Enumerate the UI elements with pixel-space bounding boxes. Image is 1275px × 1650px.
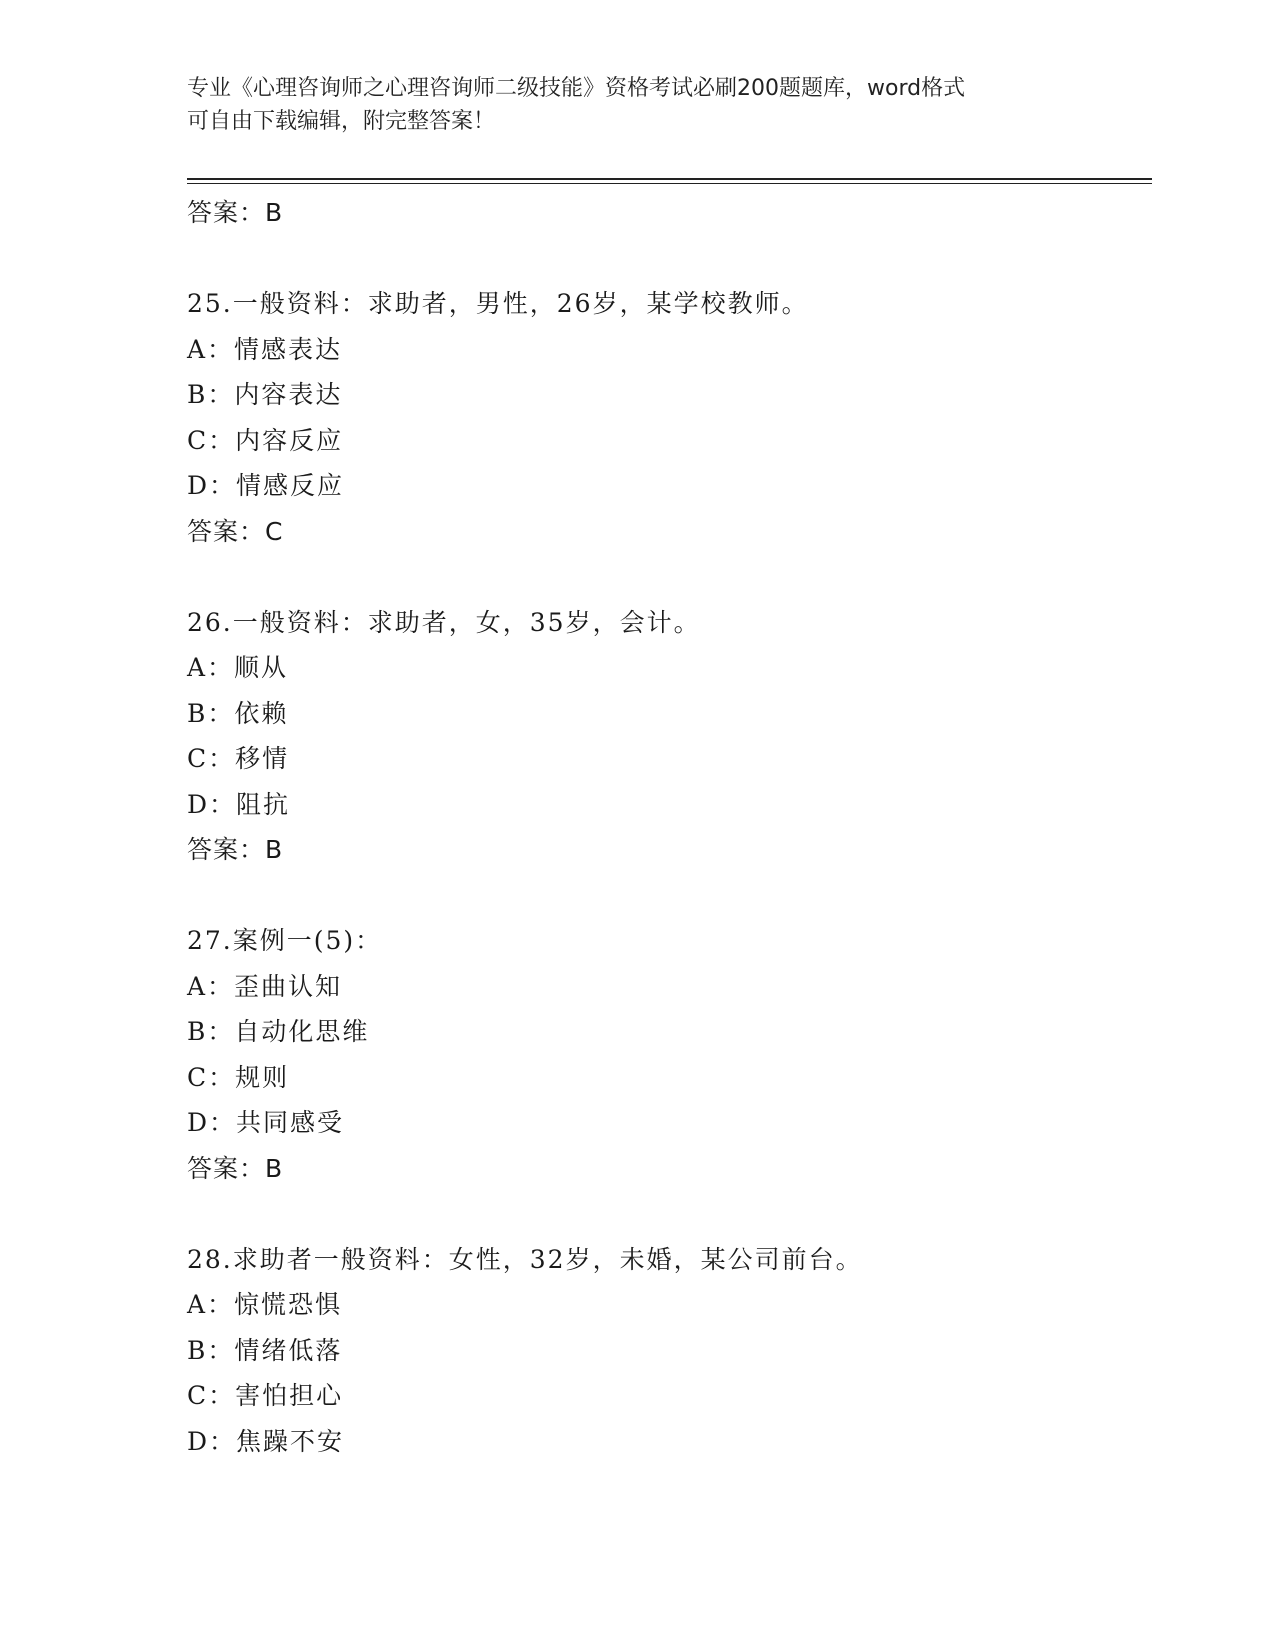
option-d: D：阻抗 [187,789,291,819]
option-d: D：焦躁不安 [187,1426,345,1456]
header-line-1: 专业《心理咨询师之心理咨询师二级技能》资格考试必刷200题题库，word格式 [187,76,966,101]
header-divider-thick [187,178,1152,180]
question-stem: 25.一般资料：求助者，男性，26岁，某学校教师。 [187,289,809,318]
question-25 [187,281,1147,554]
option-a: A：情感表达 [187,334,343,364]
option-c: C：移情 [187,744,290,773]
option-c: C：内容反应 [187,425,344,455]
answer-line: 答案：B [187,835,284,864]
question-list [187,190,1147,1464]
answer-line: 答案：B [187,198,284,227]
option-a: A：顺从 [187,653,289,682]
question-27 [187,918,1147,1191]
question-26 [187,600,1147,873]
option-c: C：规则 [187,1062,290,1092]
answer-line: 答案：C [187,516,284,546]
option-d: D：情感反应 [187,471,345,500]
document-header [187,72,1067,138]
option-b: B：依赖 [187,698,289,728]
question-stem: 26.一般资料：求助者，女，35岁，会计。 [187,607,701,637]
header-divider-thin [187,183,1152,184]
question-stem: 27.案例一(5)： [187,926,383,955]
question-stem: 28.求助者一般资料：女性，32岁，未婚，某公司前台。 [187,1244,863,1274]
option-a: A：歪曲认知 [187,971,343,1001]
question-28 [187,1237,1147,1465]
option-c: C：害怕担心 [187,1381,344,1410]
option-d: D：共同感受 [187,1108,345,1137]
option-b: B：自动化思维 [187,1017,370,1046]
option-b: B：内容表达 [187,380,343,409]
header-line-2: 可自由下载编辑，附完整答案！ [187,109,496,134]
answer-line: 答案：B [187,1153,284,1183]
option-b: B：情绪低落 [187,1335,343,1365]
option-a: A：惊慌恐惧 [187,1290,343,1319]
